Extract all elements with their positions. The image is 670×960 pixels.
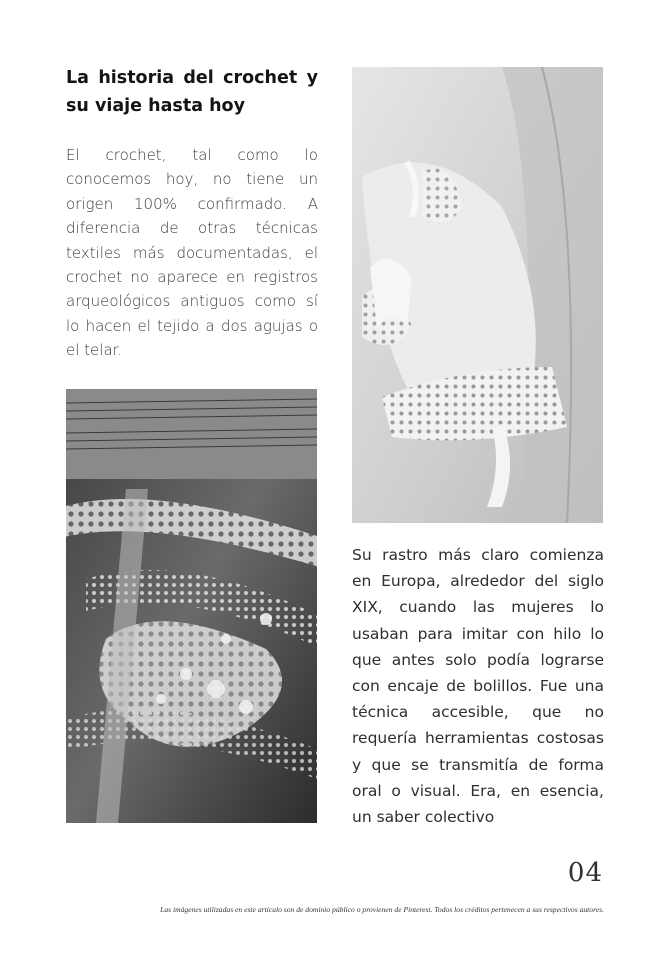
dress-photo (352, 67, 603, 523)
lace-photo (66, 389, 317, 823)
article-title: La historia del crochet y su viaje hasta hoy (66, 68, 318, 116)
intro-paragraph: El crochet, tal como lo conocemos hoy, no tiene un origen 100% confirmado. A diferencia de otras técnicas textiles más documentadas, el crochet no aparece en registros arqueológicos antiguos como sí lo hacen el tejido a dos agujas o el telar. (66, 146, 318, 360)
image-credits-footnote: Las imágenes utilizadas en este artículo son de dominio público o provienen de Pinterest. Todos los créditos pertenecen a sus respectivos autores. (160, 905, 604, 914)
body-paragraph: Su rastro más claro comienza en Europa, alrededor del siglo XIX, cuando las mujeres lo usaban para imitar con hilo lo que antes solo podía lograrse con encaje de bolillos. Fue una técnica accesible, que no requería herramientas costosas y que se transmitía de forma oral o visual. Era, en esencia, un saber colectivo (352, 546, 604, 827)
page-number: 04 (567, 858, 603, 888)
